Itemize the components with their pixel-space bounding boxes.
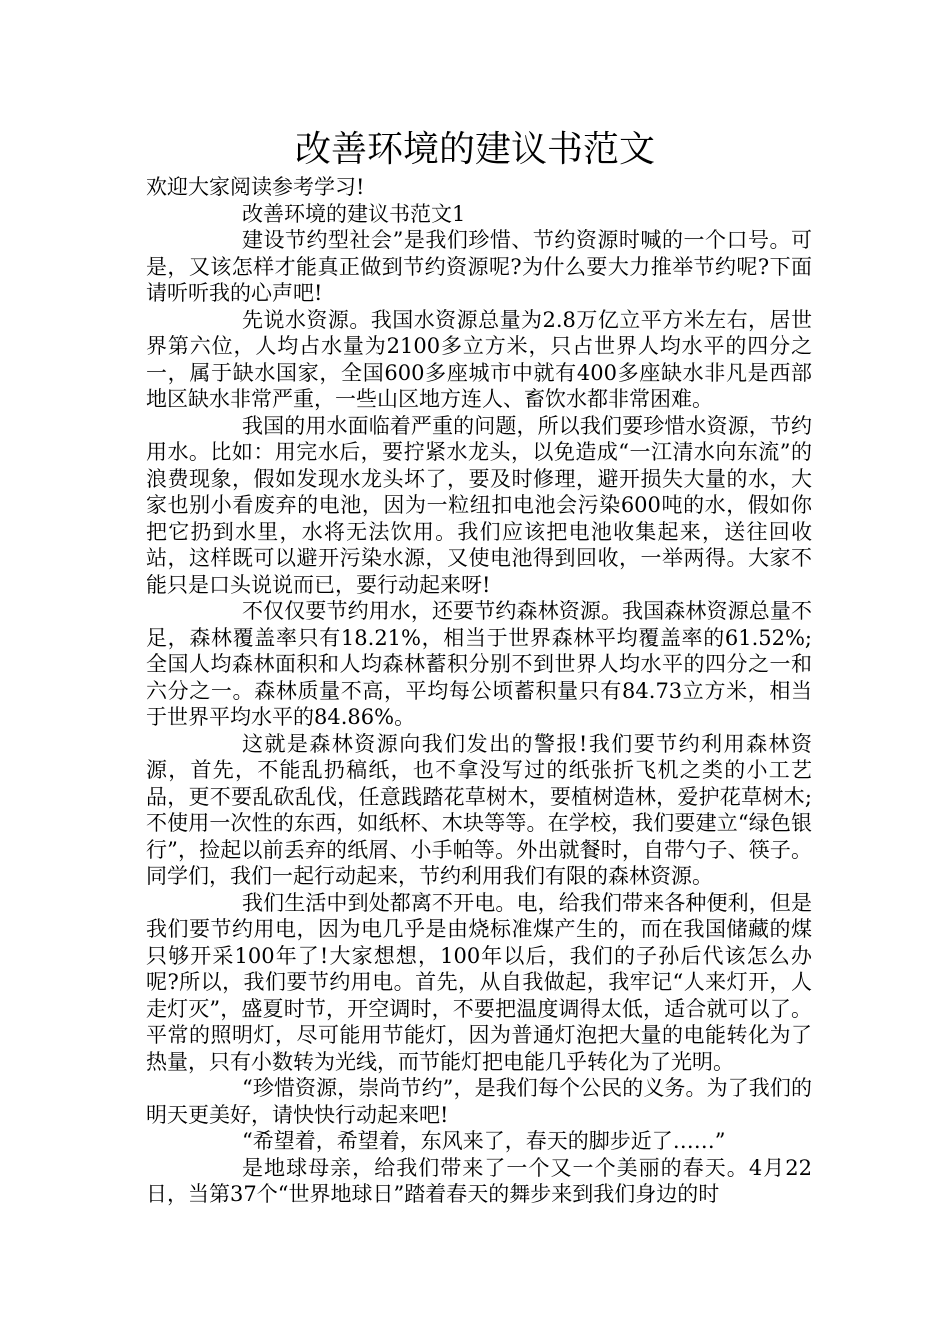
paragraph: “珍惜资源，崇尚节约”，是我们每个公民的义务。为了我们的明天更美好，请快快行动起来吧! xyxy=(146,1076,812,1127)
paragraph: 我们生活中到处都离不开电。电，给我们带来各种便利，但是我们要节约用电，因为电几乎是由烧标准煤产生的，而在我国储藏的煤只够开采100年了!大家想想，100年以后，我们的子孙后代该怎么办呢?所以，我们要节约用电。首先，从自我做起，我牢记“人来灯开，人走灯灭”，盛夏时节，开空调时，不要把温度调得太低，适合就可以了。平常的照明灯，尽可能用节能灯，因为普通灯泡把大量的电能转化为了热量，只有小数转为光线，而节能灯把电能几乎转化为了光明。 xyxy=(146,890,812,1074)
paragraph: “希望着，希望着，东风来了，春天的脚步近了……” xyxy=(242,1129,726,1153)
paragraph: 这就是森林资源向我们发出的警报!我们要节约利用森林资源，首先，不能乱扔稿纸，也不拿没写过的纸张折飞机之类的小工艺品，更不要乱砍乱伐，任意践踏花草树木，要植树造林，爱护花草树木;不使用一次性的东西，如纸杯、木块等等。在学校，我们要建立“绿色银行”，捡起以前丢弃的纸屑、小手帕等。外出就餐时，自带勺子、筷子。同学们，我们一起行动起来，节约利用我们有限的森林资源。 xyxy=(146,731,812,888)
paragraph: 欢迎大家阅读参考学习! xyxy=(146,175,365,199)
document-body xyxy=(146,174,812,1208)
paragraph: 先说水资源。我国水资源总量为2.8万亿立平方米左右，居世界第六位，人均占水量为2100多立方米，只占世界人均水平的四分之一，属于缺水国家，全国600多座城市中就有400多座缺水非凡是西部地区缺水非常严重，一些山区地方连人、畜饮水都非常困难。 xyxy=(146,307,812,411)
paragraph: 我国的用水面临着严重的问题，所以我们要珍惜水资源，节约用水。比如：用完水后，要拧紧水龙头，以免造成“一江清水向东流”的浪费现象，假如发现水龙头坏了，要及时修理，避开损失大量的水，大家也别小看废弃的电池，因为一粒纽扣电池会污染600吨的水，假如你把它扔到水里，水将无法饮用。我们应该把电池收集起来，送往回收站，这样既可以避开污染水源，又使电池得到回收，一举两得。大家不能只是口头说说而已，要行动起来呀! xyxy=(146,413,812,597)
paragraph: 不仅仅要节约用水，还要节约森林资源。我国森林资源总量不足，森林覆盖率只有18.21%，相当于世界森林平均覆盖率的61.52%;全国人均森林面积和人均森林蓄积分别不到世界人均水平的四分之一和六分之一。森林质量不高，平均每公顷蓄积量只有84.73立方米，相当于世界平均水平的84.86%。 xyxy=(146,599,812,729)
paragraph: 改善环境的建议书范文1 xyxy=(242,201,466,226)
document-title: 改善环境的建议书范文 xyxy=(294,129,655,170)
paragraph: 建设节约型社会”是我们珍惜、节约资源时喊的一个口号。可是，又该怎样才能真正做到节约资源呢?为什么要大力推举节约呢?下面请听听我的心声吧! xyxy=(146,228,812,305)
paragraph: 是地球母亲，给我们带来了一个又一个美丽的春天。4月22日，当第37个“世界地球日”踏着春天的舞步来到我们身边的时 xyxy=(146,1155,812,1206)
